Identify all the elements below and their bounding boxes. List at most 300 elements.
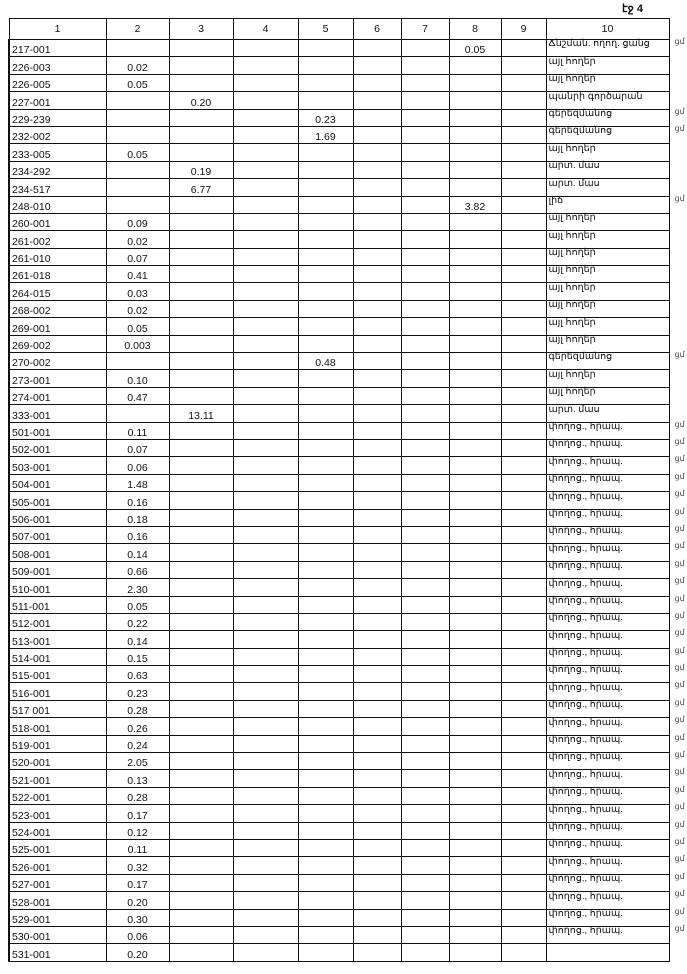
value-cell-col-5 xyxy=(298,857,353,874)
table-row xyxy=(9,109,669,126)
land-use-cell xyxy=(546,405,669,422)
parcel-code-cell: 506-001 xyxy=(9,509,106,526)
table-row xyxy=(9,892,669,909)
value-cell-col-8 xyxy=(449,596,501,613)
land-use-cell xyxy=(546,300,669,317)
table-row xyxy=(9,126,669,143)
table-row xyxy=(9,526,669,543)
parcel-code-cell: 261-018 xyxy=(9,266,106,283)
value-cell-col-6 xyxy=(353,926,401,943)
table-row xyxy=(9,596,669,613)
value-cell-col-5 xyxy=(298,874,353,891)
parcel-code-cell: 232-002 xyxy=(9,126,106,143)
value-cell-col-3 xyxy=(169,700,233,717)
parcel-code-cell: 333-001 xyxy=(9,405,106,422)
value-cell-col-3: 0.20 xyxy=(169,92,233,109)
land-use-cell xyxy=(546,576,685,596)
parcel-code-cell: 523-001 xyxy=(9,805,106,822)
parcel-code-cell: 509-001 xyxy=(9,561,106,578)
value-cell-col-2: 0.28 xyxy=(106,700,169,717)
value-cell-col-8 xyxy=(449,526,501,543)
value-cell-col-7 xyxy=(401,857,449,874)
value-cell-col-3 xyxy=(169,822,233,839)
margin-mark: ցմ xyxy=(674,871,685,881)
value-cell-col-4 xyxy=(233,231,298,248)
land-use-cell xyxy=(546,350,685,370)
value-cell-col-2: 1.48 xyxy=(106,474,169,491)
table-row xyxy=(9,631,669,648)
table-row xyxy=(9,579,669,596)
value-cell-col-7 xyxy=(401,283,449,300)
value-cell-col-8 xyxy=(449,92,501,109)
land-use-text: փողոց., հրապ. xyxy=(548,647,623,659)
value-cell-col-6 xyxy=(353,248,401,265)
parcel-code-cell: 525-001 xyxy=(9,839,106,856)
parcel-code-cell: 261-002 xyxy=(9,231,106,248)
table-row xyxy=(9,335,669,352)
value-cell-col-3: 13.11 xyxy=(169,405,233,422)
table-row xyxy=(9,735,669,752)
value-cell-col-5 xyxy=(298,892,353,909)
parcel-code-cell: 513-001 xyxy=(9,631,106,648)
land-use-cell xyxy=(546,697,685,717)
value-cell-col-8 xyxy=(449,787,501,804)
value-cell-col-6 xyxy=(353,231,401,248)
table-row xyxy=(9,161,669,178)
land-use-text: այլ հողեր xyxy=(548,264,596,276)
value-cell-col-9 xyxy=(501,248,546,265)
value-cell-col-9 xyxy=(501,405,546,422)
value-cell-col-8 xyxy=(449,161,501,178)
value-cell-col-7 xyxy=(401,387,449,404)
value-cell-col-3 xyxy=(169,109,233,126)
value-cell-col-6 xyxy=(353,196,401,213)
value-cell-col-4 xyxy=(233,787,298,804)
value-cell-col-7 xyxy=(401,805,449,822)
value-cell-col-4 xyxy=(233,74,298,91)
value-cell-col-4 xyxy=(233,926,298,943)
value-cell-col-3 xyxy=(169,683,233,700)
parcel-code-cell: 531-001 xyxy=(9,944,106,961)
value-cell-col-7 xyxy=(401,579,449,596)
table-row xyxy=(9,874,669,891)
value-cell-col-5: 1.69 xyxy=(298,126,353,143)
value-cell-col-6 xyxy=(353,805,401,822)
value-cell-col-6 xyxy=(353,787,401,804)
value-cell-col-6 xyxy=(353,700,401,717)
value-cell-col-7 xyxy=(401,683,449,700)
value-cell-col-6 xyxy=(353,144,401,161)
margin-mark: ցմ xyxy=(674,889,685,899)
value-cell-col-5 xyxy=(298,231,353,248)
value-cell-col-7 xyxy=(401,666,449,683)
value-cell-col-8 xyxy=(449,579,501,596)
value-cell-col-5 xyxy=(298,718,353,735)
value-cell-col-7 xyxy=(401,700,449,717)
value-cell-col-8 xyxy=(449,561,501,578)
margin-mark: ցմ xyxy=(674,436,685,446)
land-use-text: այլ հողեր xyxy=(548,55,596,67)
parcel-code-cell: 505-001 xyxy=(9,492,106,509)
value-cell-col-2: 0.03 xyxy=(106,283,169,300)
value-cell-col-3 xyxy=(169,544,233,561)
land-use-cell xyxy=(546,610,685,630)
land-use-text: արտ. մաս xyxy=(548,177,600,189)
value-cell-col-3 xyxy=(169,753,233,770)
value-cell-col-3 xyxy=(169,596,233,613)
margin-mark: ցմ xyxy=(674,576,685,586)
value-cell-col-2: 0.16 xyxy=(106,526,169,543)
land-use-text: փողոց., հրապ. xyxy=(548,664,623,676)
value-cell-col-9 xyxy=(501,439,546,456)
value-cell-col-6 xyxy=(353,109,401,126)
value-cell-col-4 xyxy=(233,770,298,787)
parcel-code-cell: 524-001 xyxy=(9,822,106,839)
land-use-text: փողոց., հրապ. xyxy=(548,629,623,641)
land-use-cell xyxy=(546,506,685,526)
value-cell-col-7 xyxy=(401,92,449,109)
land-use-text: փողոց., հրապ. xyxy=(548,838,623,850)
column-header-2: 2 xyxy=(106,19,169,40)
value-cell-col-9 xyxy=(501,909,546,926)
value-cell-col-7 xyxy=(401,213,449,230)
value-cell-col-3 xyxy=(169,787,233,804)
land-use-cell xyxy=(546,558,685,578)
value-cell-col-4 xyxy=(233,857,298,874)
value-cell-col-4 xyxy=(233,509,298,526)
value-cell-col-3 xyxy=(169,144,233,161)
value-cell-col-8 xyxy=(449,944,501,961)
value-cell-col-8 xyxy=(449,248,501,265)
value-cell-col-5 xyxy=(298,74,353,91)
value-cell-col-9 xyxy=(501,509,546,526)
margin-mark: ցմ xyxy=(674,610,685,620)
margin-mark: ցմ xyxy=(674,750,685,760)
value-cell-col-3 xyxy=(169,422,233,439)
parcel-code-cell: 510-001 xyxy=(9,579,106,596)
margin-mark: ցմ xyxy=(674,732,685,742)
column-header-5: 5 xyxy=(298,19,353,40)
value-cell-col-8 xyxy=(449,874,501,891)
table-row xyxy=(9,909,669,926)
parcel-code-cell: 227-001 xyxy=(9,92,106,109)
value-cell-col-2: 0.07 xyxy=(106,439,169,456)
value-cell-col-3 xyxy=(169,926,233,943)
value-cell-col-4 xyxy=(233,335,298,352)
value-cell-col-9 xyxy=(501,474,546,491)
value-cell-col-2: 0.13 xyxy=(106,770,169,787)
parcel-code-cell: 514-001 xyxy=(9,648,106,665)
value-cell-col-9 xyxy=(501,683,546,700)
table-row xyxy=(9,718,669,735)
value-cell-col-5 xyxy=(298,822,353,839)
value-cell-col-7 xyxy=(401,248,449,265)
table-row xyxy=(9,439,669,456)
value-cell-col-7 xyxy=(401,318,449,335)
land-use-text: փողոց., հրապ. xyxy=(548,890,623,902)
land-use-cell xyxy=(546,419,685,439)
table-row xyxy=(9,492,669,509)
value-cell-col-4 xyxy=(233,579,298,596)
value-cell-col-6 xyxy=(353,405,401,422)
value-cell-col-7 xyxy=(401,926,449,943)
parcel-code-cell: 529-001 xyxy=(9,909,106,926)
value-cell-col-5 xyxy=(298,631,353,648)
value-cell-col-2: 0.26 xyxy=(106,718,169,735)
land-use-cell xyxy=(546,628,685,648)
value-cell-col-4 xyxy=(233,718,298,735)
land-use-text: այլ հողեր xyxy=(548,73,596,85)
value-cell-col-3 xyxy=(169,666,233,683)
value-cell-col-6 xyxy=(353,161,401,178)
value-cell-col-2: 0.63 xyxy=(106,666,169,683)
value-cell-col-5: 0.48 xyxy=(298,353,353,370)
land-use-cell xyxy=(546,57,669,74)
value-cell-col-3 xyxy=(169,892,233,909)
value-cell-col-6 xyxy=(353,509,401,526)
land-use-text: փողոց., հրապ. xyxy=(548,734,623,746)
value-cell-col-5 xyxy=(298,596,353,613)
value-cell-col-7 xyxy=(401,161,449,178)
margin-mark: ցմ xyxy=(674,193,685,203)
value-cell-col-5 xyxy=(298,422,353,439)
value-cell-col-3 xyxy=(169,126,233,143)
value-cell-col-7 xyxy=(401,474,449,491)
value-cell-col-8 xyxy=(449,57,501,74)
table-row xyxy=(9,509,669,526)
value-cell-col-9 xyxy=(501,109,546,126)
parcel-code-cell: 504-001 xyxy=(9,474,106,491)
value-cell-col-3 xyxy=(169,196,233,213)
value-cell-col-2: 0.20 xyxy=(106,892,169,909)
value-cell-col-2 xyxy=(106,405,169,422)
value-cell-col-4 xyxy=(233,805,298,822)
value-cell-col-9 xyxy=(501,196,546,213)
land-use-text: փողոց., հրապ. xyxy=(548,594,623,606)
value-cell-col-9 xyxy=(501,353,546,370)
value-cell-col-3 xyxy=(169,318,233,335)
land-use-text: փողոց., հրապ. xyxy=(548,490,623,502)
value-cell-col-6 xyxy=(353,526,401,543)
value-cell-col-9 xyxy=(501,805,546,822)
value-cell-col-7 xyxy=(401,544,449,561)
parcel-code-cell: 511-001 xyxy=(9,596,106,613)
value-cell-col-3 xyxy=(169,474,233,491)
value-cell-col-5 xyxy=(298,526,353,543)
land-use-text: այլ հողեր xyxy=(548,229,596,241)
margin-mark: ցմ xyxy=(674,350,685,360)
value-cell-col-4 xyxy=(233,596,298,613)
column-header-8: 8 xyxy=(449,19,501,40)
parcel-code-cell: 519-001 xyxy=(9,735,106,752)
value-cell-col-6 xyxy=(353,213,401,230)
parcel-code-cell: 264-015 xyxy=(9,283,106,300)
margin-mark: ցմ xyxy=(674,854,685,864)
margin-mark: ցմ xyxy=(674,767,685,777)
value-cell-col-2: 2.30 xyxy=(106,579,169,596)
value-cell-col-6 xyxy=(353,318,401,335)
value-cell-col-6 xyxy=(353,353,401,370)
value-cell-col-8 xyxy=(449,700,501,717)
land-use-text: փողոց., հրապ. xyxy=(548,507,623,519)
value-cell-col-4 xyxy=(233,57,298,74)
land-use-text: փողոց., հրապ. xyxy=(548,855,623,867)
value-cell-col-3 xyxy=(169,613,233,630)
value-cell-col-6 xyxy=(353,283,401,300)
value-cell-col-4 xyxy=(233,144,298,161)
table-row xyxy=(9,613,669,630)
value-cell-col-5 xyxy=(298,700,353,717)
value-cell-col-5 xyxy=(298,161,353,178)
value-cell-col-6 xyxy=(353,387,401,404)
parcel-code-cell: 526-001 xyxy=(9,857,106,874)
land-use-cell xyxy=(546,179,669,196)
value-cell-col-4 xyxy=(233,161,298,178)
land-use-cell xyxy=(546,387,669,404)
value-cell-col-7 xyxy=(401,787,449,804)
land-use-text: փողոց., հրապ. xyxy=(548,420,623,432)
value-cell-col-8 xyxy=(449,718,501,735)
value-cell-col-2: 0.07 xyxy=(106,248,169,265)
value-cell-col-7 xyxy=(401,179,449,196)
value-cell-col-8 xyxy=(449,126,501,143)
value-cell-col-3 xyxy=(169,74,233,91)
value-cell-col-8 xyxy=(449,387,501,404)
margin-mark: ցմ xyxy=(674,906,685,916)
value-cell-col-6 xyxy=(353,892,401,909)
parcel-code-cell: 261-010 xyxy=(9,248,106,265)
land-use-cell xyxy=(546,523,685,543)
value-cell-col-6 xyxy=(353,874,401,891)
value-cell-col-4 xyxy=(233,92,298,109)
value-cell-col-5: 0.23 xyxy=(298,109,353,126)
value-cell-col-6 xyxy=(353,631,401,648)
land-use-text: փողոց., հրապ. xyxy=(548,473,623,485)
table-row xyxy=(9,422,669,439)
land-use-cell xyxy=(546,750,685,770)
margin-mark: ցմ xyxy=(674,593,685,603)
value-cell-col-8 xyxy=(449,735,501,752)
value-cell-col-6 xyxy=(353,579,401,596)
margin-mark: ցմ xyxy=(674,558,685,568)
value-cell-col-7 xyxy=(401,822,449,839)
table-row xyxy=(9,405,669,422)
value-cell-col-3 xyxy=(169,213,233,230)
land-use-text: փողոց., հրապ. xyxy=(548,716,623,728)
value-cell-col-3 xyxy=(169,735,233,752)
value-cell-col-6 xyxy=(353,40,401,57)
value-cell-col-7 xyxy=(401,231,449,248)
value-cell-col-6 xyxy=(353,596,401,613)
value-cell-col-3 xyxy=(169,283,233,300)
value-cell-col-3 xyxy=(169,353,233,370)
value-cell-col-9 xyxy=(501,579,546,596)
value-cell-col-5 xyxy=(298,387,353,404)
value-cell-col-6 xyxy=(353,857,401,874)
value-cell-col-6 xyxy=(353,718,401,735)
value-cell-col-4 xyxy=(233,457,298,474)
value-cell-col-5 xyxy=(298,613,353,630)
table-row xyxy=(9,648,669,665)
value-cell-col-2: 0.06 xyxy=(106,926,169,943)
parcel-code-cell: 502-001 xyxy=(9,439,106,456)
value-cell-col-7 xyxy=(401,718,449,735)
parcel-code-cell: 515-001 xyxy=(9,666,106,683)
value-cell-col-2 xyxy=(106,179,169,196)
parcel-code-cell: 233-005 xyxy=(9,144,106,161)
land-use-cell xyxy=(546,123,685,143)
value-cell-col-8: 0.05 xyxy=(449,40,501,57)
land-use-cell xyxy=(546,836,685,856)
value-cell-col-2: 0.22 xyxy=(106,613,169,630)
value-cell-col-2 xyxy=(106,92,169,109)
land-use-cell xyxy=(546,819,685,839)
value-cell-col-9 xyxy=(501,318,546,335)
margin-mark: ցմ xyxy=(674,802,685,812)
value-cell-col-9 xyxy=(501,770,546,787)
value-cell-col-8 xyxy=(449,266,501,283)
value-cell-col-7 xyxy=(401,422,449,439)
table-row xyxy=(9,944,669,961)
margin-mark: ցմ xyxy=(674,645,685,655)
value-cell-col-3 xyxy=(169,718,233,735)
value-cell-col-6 xyxy=(353,439,401,456)
value-cell-col-2: 0.20 xyxy=(106,944,169,961)
margin-mark: ցմ xyxy=(674,489,685,499)
value-cell-col-6 xyxy=(353,422,401,439)
land-use-cell xyxy=(546,645,685,665)
value-cell-col-9 xyxy=(501,57,546,74)
value-cell-col-2: 0.24 xyxy=(106,735,169,752)
value-cell-col-7 xyxy=(401,648,449,665)
table-row xyxy=(9,300,669,317)
land-use-cell xyxy=(546,944,669,961)
value-cell-col-4 xyxy=(233,631,298,648)
value-cell-col-9 xyxy=(501,492,546,509)
margin-mark: ցմ xyxy=(674,419,685,429)
value-cell-col-9 xyxy=(501,613,546,630)
value-cell-col-7 xyxy=(401,526,449,543)
margin-mark: ցմ xyxy=(674,628,685,638)
parcel-code-cell: 217-001 xyxy=(9,40,106,57)
value-cell-col-4 xyxy=(233,40,298,57)
margin-mark: ցմ xyxy=(674,541,685,551)
land-use-text: արտ. մաս xyxy=(548,160,600,172)
value-cell-col-4 xyxy=(233,700,298,717)
value-cell-col-7 xyxy=(401,40,449,57)
value-cell-col-4 xyxy=(233,248,298,265)
value-cell-col-3 xyxy=(169,57,233,74)
value-cell-col-4 xyxy=(233,839,298,856)
value-cell-col-6 xyxy=(353,370,401,387)
margin-mark: ցմ xyxy=(674,819,685,829)
value-cell-col-7 xyxy=(401,300,449,317)
land-use-cell xyxy=(546,74,669,91)
value-cell-col-5 xyxy=(298,57,353,74)
value-cell-col-8 xyxy=(449,231,501,248)
value-cell-col-9 xyxy=(501,822,546,839)
land-use-cell xyxy=(546,593,685,613)
value-cell-col-3 xyxy=(169,805,233,822)
value-cell-col-6 xyxy=(353,735,401,752)
land-use-cell xyxy=(546,144,669,161)
value-cell-col-6 xyxy=(353,753,401,770)
value-cell-col-8 xyxy=(449,283,501,300)
margin-mark: ցմ xyxy=(674,471,685,481)
value-cell-col-7 xyxy=(401,735,449,752)
table-row xyxy=(9,770,669,787)
parcel-code-cell: 248-010 xyxy=(9,196,106,213)
